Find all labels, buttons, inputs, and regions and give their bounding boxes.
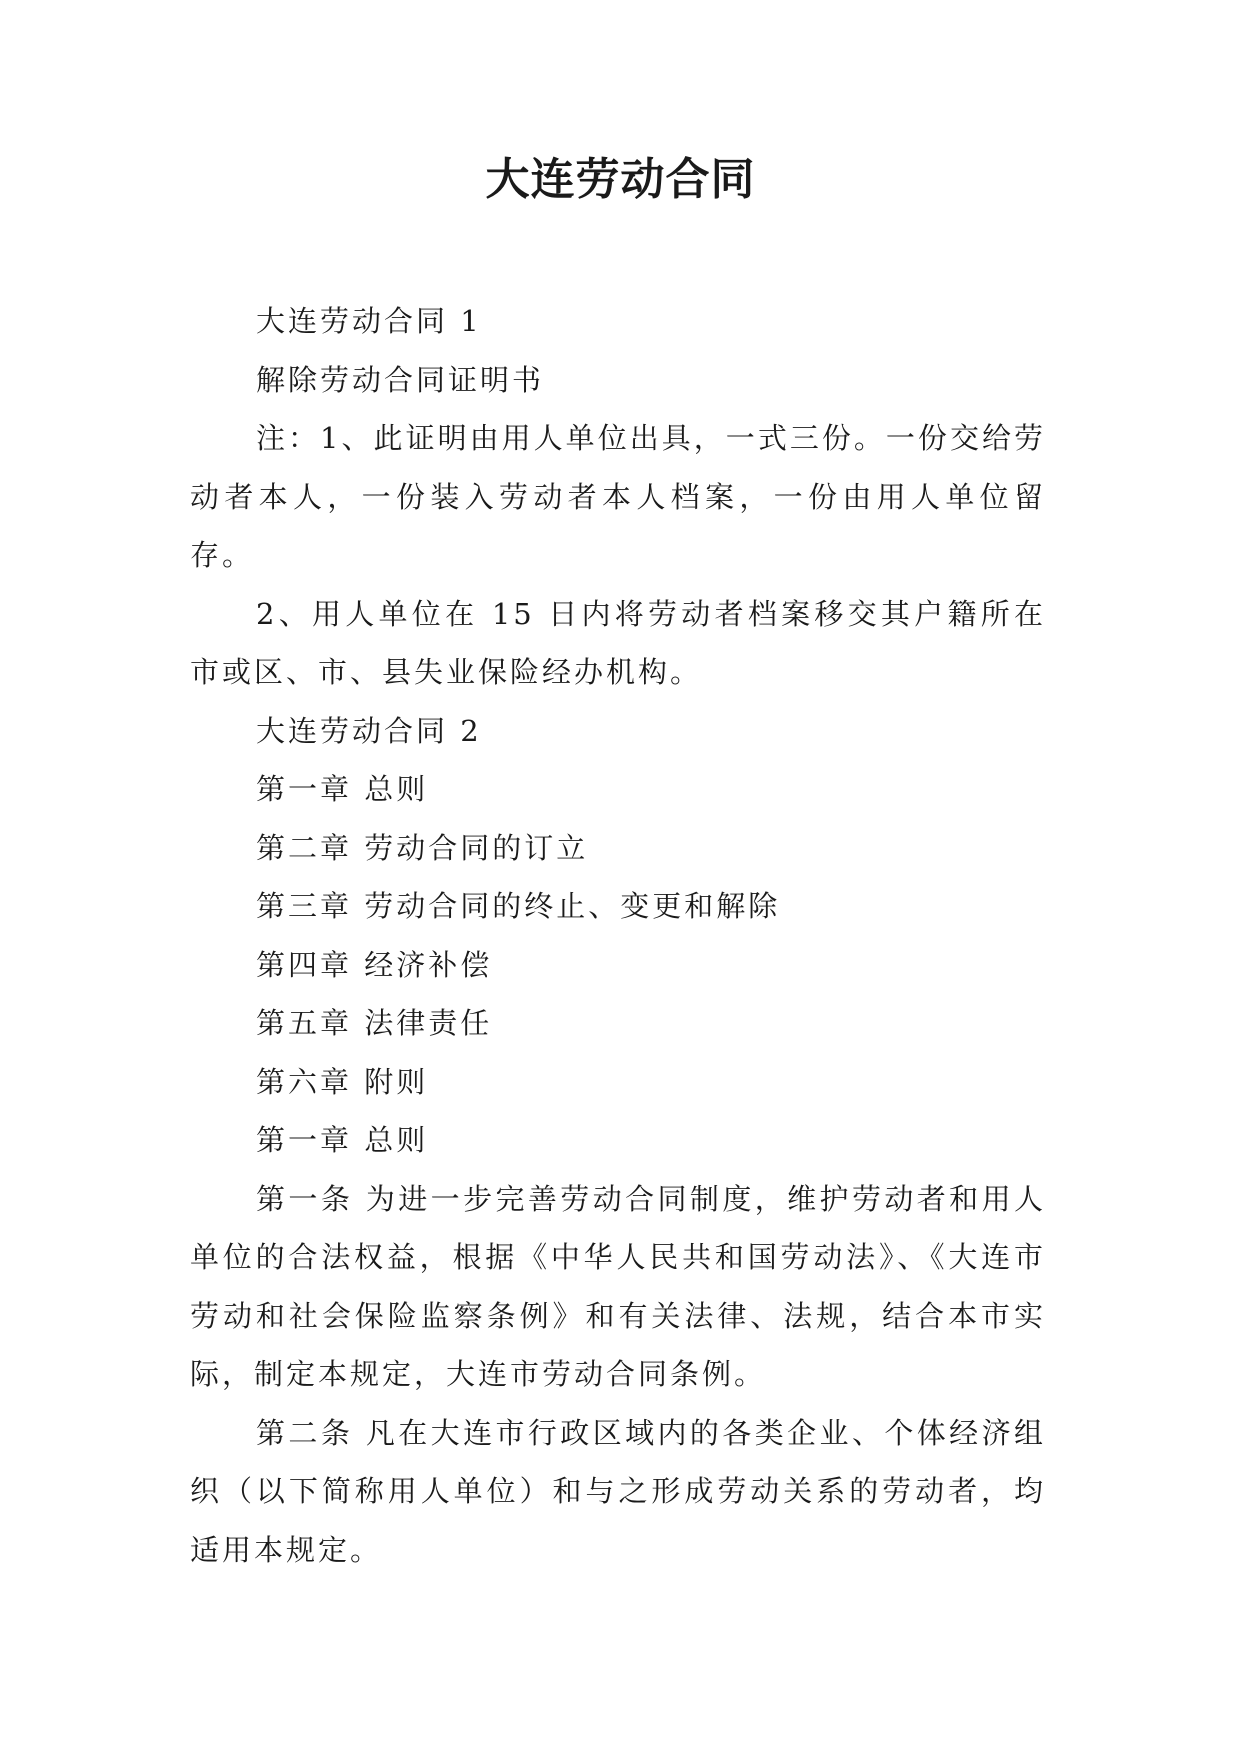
paragraph: 解除劳动合同证明书 [256,362,545,397]
paragraph: 注：1、此证明由用人单位出具，一式三份。一份交给劳动者本人，一份装入劳动者本人档案，一份由用人单位留存。 [190,421,1046,572]
chapter-heading: 第六章 附则 [256,1064,429,1099]
chapter-heading: 第四章 经济补偿 [256,947,493,982]
chapter-heading: 第一章 总则 [256,1123,429,1157]
paragraph: 大连劳动合同 1 [256,304,482,338]
article-paragraph: 第一条 为进一步完善劳动合同制度，维护劳动者和用人单位的合法权益，根据《中华人民共和国劳动法》、《大连市劳动和社会保险监察条例》和有关法律、法规，结合本市实际，制定本规定，大连市劳动合同条例。 [190,1181,1046,1391]
paragraph: 2、用人单位在 15 日内将劳动者档案移交其户籍所在市或区、市、县失业保险经办机构。 [190,596,1046,689]
paragraph: 大连劳动合同 2 [256,713,482,748]
article-paragraph: 第二条 凡在大连市行政区域内的各类企业、个体经济组织（以下简称用人单位）和与之形成劳动关系的劳动者，均适用本规定。 [190,1415,1046,1567]
document-body [190,292,1046,1579]
chapter-heading: 第五章 法律责任 [256,1006,493,1040]
document-title: 大连劳动合同 [485,154,756,205]
chapter-heading: 第一章 总则 [256,772,429,806]
chapter-heading: 第三章 劳动合同的终止、变更和解除 [256,889,781,923]
chapter-heading: 第二章 劳动合同的订立 [256,830,589,865]
